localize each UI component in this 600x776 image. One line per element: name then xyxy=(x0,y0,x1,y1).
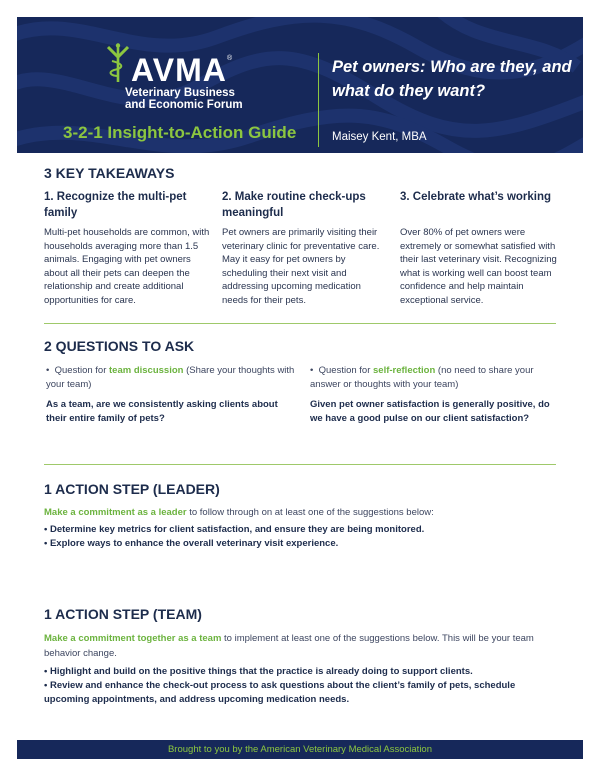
leader-heading: 1 ACTION STEP (LEADER) xyxy=(44,481,220,497)
question-2-intro xyxy=(310,364,558,391)
question-2-text: Given pet owner satisfaction is generally positive, do we have a good pulse on our client satisfaction? xyxy=(310,399,550,424)
section-divider xyxy=(44,464,556,465)
header-banner xyxy=(17,17,583,153)
section-divider xyxy=(44,323,556,324)
question-1-suffix: (Share your thoughts with your team) xyxy=(46,365,295,390)
takeaway-1-title: 1. Recognize the multi-pet family xyxy=(44,191,187,219)
takeaway-2-title: 2. Make routine check-ups meaningful xyxy=(222,191,366,219)
list-item: • Explore ways to enhance the overall veterinary visit experience. xyxy=(44,538,339,549)
question-2-highlight: self-reflection xyxy=(373,365,436,376)
leader-commitment xyxy=(44,505,554,520)
document-title: Pet owners: Who are they, and what do they want? xyxy=(332,58,572,100)
question-2-suffix: (no need to share your answer or thoughts with your team) xyxy=(310,365,534,390)
takeaway-2-body: Pet owners are primarily visiting their veterinary clinic for preventative care. May it easy for pet owners by scheduling their next visit and addressing upcoming medication needs for their pets. xyxy=(222,227,380,306)
team-heading: 1 ACTION STEP (TEAM) xyxy=(44,606,202,622)
takeaway-3-body: Over 80% of pet owners were extremely or somewhat satisfied with their last veterinary visit. Recognizing what is working well can boost team confidence and help maintain exceptional service. xyxy=(400,227,557,306)
logo-subtitle: Veterinary Business and Economic Forum xyxy=(125,87,243,111)
question-1-highlight: team discussion xyxy=(109,365,184,376)
author-name: Maisey Kent, MBA xyxy=(332,131,427,143)
leader-commit-highlight: Make a commitment as a leader xyxy=(44,507,187,518)
question-1-prefix: Question for xyxy=(54,365,109,376)
caduceus-logo-icon xyxy=(107,43,129,83)
leader-bullet-list xyxy=(44,523,556,551)
list-item: • Highlight and build on the positive things that the practice is already doing to support clients. xyxy=(44,666,473,677)
takeaways-heading: 3 KEY TAKEAWAYS xyxy=(44,165,175,181)
question-2-prefix: Question for xyxy=(318,365,373,376)
guide-title: 3-2-1 Insight-to-Action Guide xyxy=(63,123,297,142)
team-bullet-list xyxy=(44,665,556,707)
team-commit-highlight: Make a commitment together as a team xyxy=(44,633,222,644)
takeaway-3-title: 3. Celebrate what’s working xyxy=(400,191,552,203)
team-commitment xyxy=(44,631,556,661)
leader-commit-text: to follow through on at least one of the suggestions below: xyxy=(186,507,434,518)
list-item: • Determine key metrics for client satisfaction, and ensure they are being monitored. xyxy=(44,524,425,535)
takeaway-1-body: Multi-pet households are common, with households averaging more than 1.5 animals. Engaging with pet owners about all their pets can deepen the relationship and create additional opportunities for care. xyxy=(44,227,210,306)
bullet-dot: • xyxy=(310,365,314,376)
bullet-dot: • xyxy=(46,365,50,376)
team-commit-text: to implement at least one of the suggestions below. This will be your team behavior change. xyxy=(44,633,534,659)
question-1-intro xyxy=(46,364,296,391)
header-divider xyxy=(318,53,319,147)
question-1-text: As a team, are we consistently asking clients about their entire family of pets? xyxy=(46,399,278,424)
list-item: • Review and enhance the check-out process to ask questions about the client’s family of pets, schedule upcoming appointments, and address upcoming medication needs. xyxy=(44,680,516,705)
registered-mark: ® xyxy=(227,55,233,62)
questions-heading: 2 QUESTIONS TO ASK xyxy=(44,338,195,354)
logo-wordmark: AVMA xyxy=(131,52,227,88)
footer-banner: Brought to you by the American Veterinary Medical Association xyxy=(17,740,583,759)
